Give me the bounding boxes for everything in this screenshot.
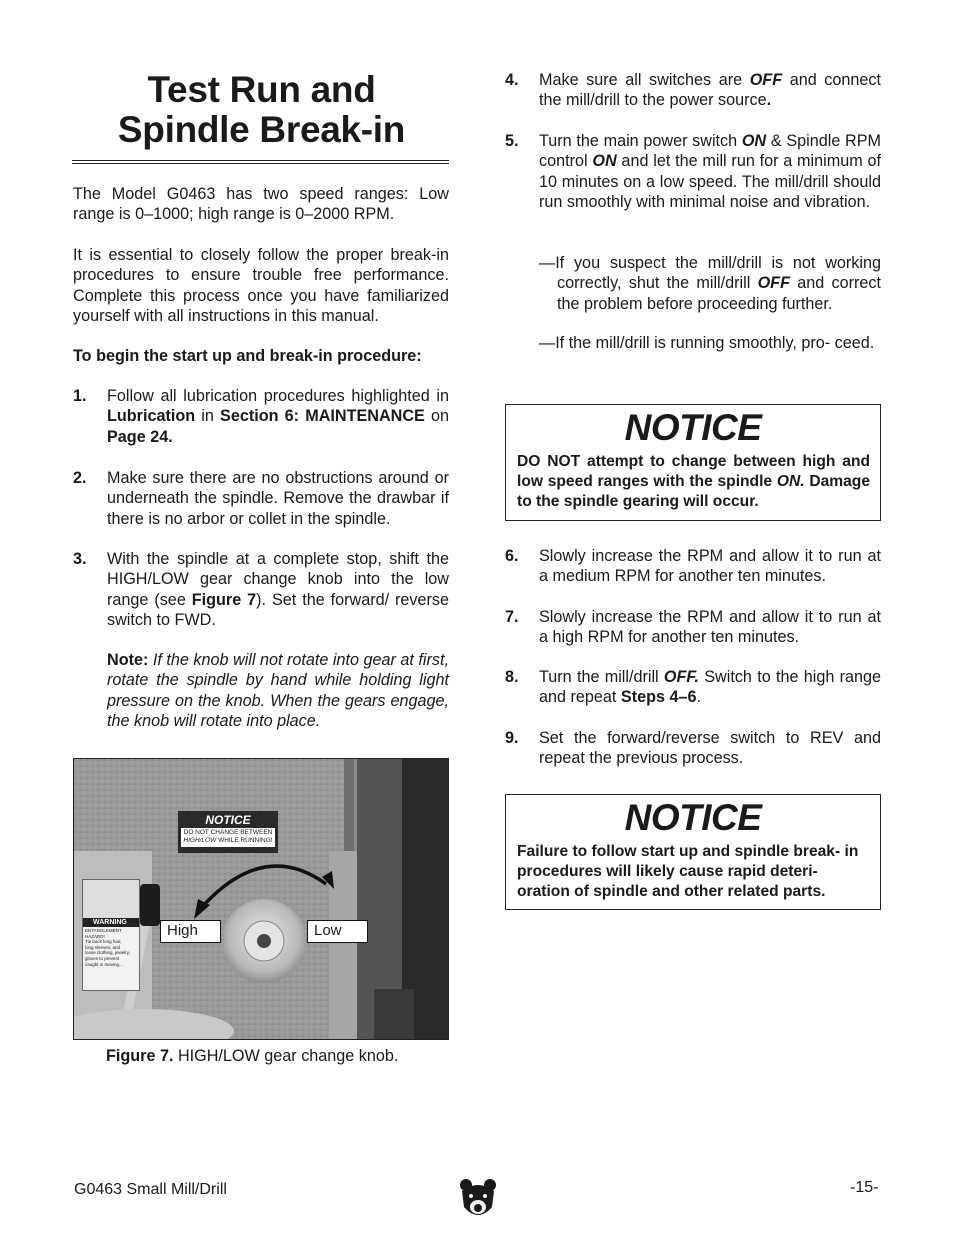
step-1 (73, 386, 449, 448)
notice-box-2 (505, 794, 881, 910)
label-high: High (160, 920, 221, 943)
step-text: With the spindle at a complete stop, shift the HIGH/LOW gear change knob into the low range (see Figure 7). Set the forward/ reverse switch to FWD. (107, 550, 449, 629)
step-5 (505, 131, 881, 215)
label-low: Low (307, 920, 368, 943)
notice-text: DO NOT attempt to change between high and low speed ranges with the spindle ON. Damage to the spindle gearing will occur. (517, 453, 870, 510)
page-number: -15- (850, 1179, 879, 1196)
notice-heading: NOTICE (624, 407, 762, 448)
procedure-lead: To begin the start up and break-in procedure: (73, 347, 422, 365)
page-title-line1: Test Run and (147, 69, 376, 110)
step-3-note (107, 650, 449, 731)
warning-text: ENTANGLEMENT HAZARD! Tie back long hair, long sleeves, and loose clothing, jewelry, gloves to prevent caught in moving... (85, 928, 130, 967)
sticker-body: DO NOT CHANGE BETWEEN HIGH/LOW WHILE RUNNING! (181, 828, 275, 847)
step-number: 2. (73, 469, 87, 487)
step-9 (505, 728, 881, 770)
sticker-title: NOTICE (205, 813, 251, 827)
step-6 (505, 546, 881, 588)
step-text: Make sure there are no obstructions around or underneath the spindle. Remove the drawbar if there is no arbor or collet in the spindle. (107, 469, 449, 528)
step-number: 1. (73, 387, 87, 405)
step-2 (73, 468, 449, 530)
step-number: 4. (505, 71, 519, 89)
notice-heading: NOTICE (624, 797, 762, 838)
warning-title: WARNING (83, 918, 139, 927)
step-3 (73, 549, 449, 633)
step-text: Slowly increase the RPM and allow it to run at a high RPM for another ten minutes. (539, 608, 881, 647)
step-8 (505, 667, 881, 709)
step-5-dash-1: —If you suspect the mill/drill is not working correctly, shut the mill/drill OFF and correct the problem before proceeding further. (539, 254, 881, 313)
bear-logo-icon (458, 1177, 498, 1221)
step-text: Make sure all switches are OFF and connect the mill/drill to the power source. (539, 71, 881, 110)
step-text: Set the forward/reverse switch to REV and repeat the previous process. (539, 729, 881, 768)
step-number: 8. (505, 668, 519, 686)
title-rule (72, 160, 449, 164)
intro-paragraph-2: It is essential to closely follow the proper break-in procedures to ensure trouble free performance. Complete this process once you have familiarized yourself with all instructions in this manual. (73, 246, 449, 325)
figure-7-photo (73, 758, 449, 1040)
step-text: Follow all lubrication procedures highlighted in Lubrication in Section 6: MAINTENANCE on Page 24. (107, 387, 449, 446)
step-number: 7. (505, 608, 519, 626)
step-7 (505, 607, 881, 649)
step-number: 3. (73, 550, 87, 568)
step-number: 5. (505, 132, 519, 150)
footer-model: G0463 Small Mill/Drill (74, 1181, 227, 1198)
note-text: If the knob will not rotate into gear at first, rotate the spindle by hand while holding light pressure on the knob. When the gears engage, the knob will rotate into place. (107, 651, 449, 730)
figure-caption: Figure 7. HIGH/LOW gear change knob. (106, 1047, 399, 1065)
page-title-line2: Spindle Break-in (117, 109, 406, 150)
warning-label (82, 879, 140, 991)
step-number: 9. (505, 729, 519, 747)
page-title (74, 70, 449, 150)
notice-text: Failure to follow start up and spindle break- in procedures will likely cause rapid deteri- oration of spindle and other related parts. (517, 843, 859, 900)
step-number: 6. (505, 547, 519, 565)
notice-sticker (178, 811, 278, 853)
note-label: Note: (107, 651, 149, 669)
notice-box-1 (505, 404, 881, 521)
step-4 (505, 70, 881, 112)
step-text: Turn the main power switch ON & Spindle RPM control ON and let the mill run for a minimum of 10 minutes on a low speed. The mill/drill should run smoothly with minimal noise and vibration. (539, 132, 881, 211)
step-5-dash-2: —If the mill/drill is running smoothly, pro- ceed. (539, 334, 875, 352)
step-text: Slowly increase the RPM and allow it to run at a medium RPM for another ten minutes. (539, 547, 881, 586)
warning-pictogram (83, 880, 139, 918)
step-text: Turn the mill/drill OFF. Switch to the high range and repeat Steps 4–6. (539, 668, 881, 707)
intro-paragraph-1: The Model G0463 has two speed ranges: Low range is 0–1000; high range is 0–2000 RPM. (73, 185, 449, 224)
